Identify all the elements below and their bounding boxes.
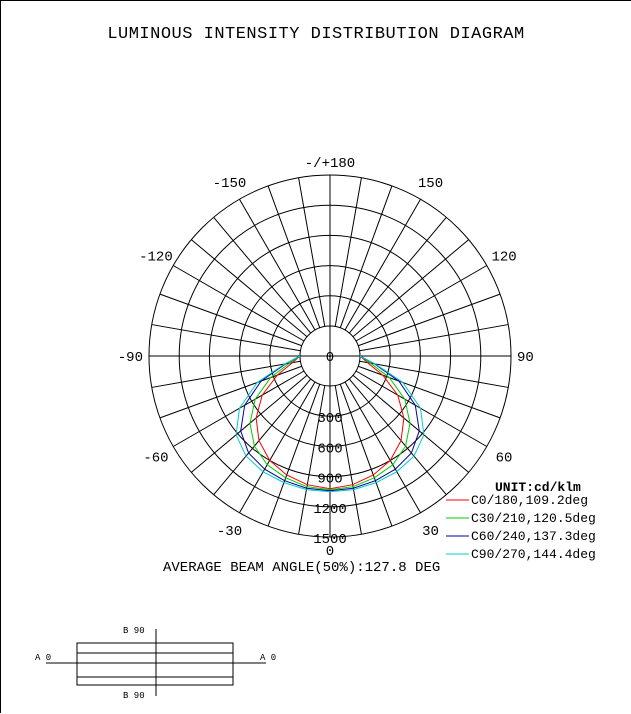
- angle-label: -/+180: [304, 156, 356, 172]
- angle-label: -90: [117, 350, 143, 366]
- chart-title: LUMINOUS INTENSITY DISTRIBUTION DIAGRAM: [107, 25, 525, 44]
- grid-spoke: [191, 375, 307, 472]
- angle-label: -120: [139, 249, 173, 266]
- grid-spoke: [340, 384, 392, 526]
- legend-entry: C60/240,137.3deg: [471, 529, 596, 544]
- grid-spoke: [191, 240, 307, 337]
- luminaire-outline: [77, 643, 233, 685]
- grid-spoke: [214, 217, 311, 333]
- grid-spoke: [358, 294, 500, 346]
- angle-label: 90: [517, 350, 534, 366]
- grid-spoke: [160, 366, 302, 418]
- polar-chart: [1, 1, 631, 714]
- grid-spoke: [335, 178, 361, 327]
- grid-spoke: [152, 325, 301, 351]
- luminaire-label-top: B 90: [123, 626, 145, 636]
- angle-label: 60: [495, 450, 513, 467]
- grid-spoke: [358, 366, 500, 418]
- grid-spoke: [360, 325, 509, 351]
- radial-tick-label: 1500: [313, 532, 347, 548]
- grid-spoke: [349, 217, 446, 333]
- grid-spoke: [299, 178, 325, 327]
- radial-tick-label: 1200: [313, 501, 347, 518]
- legend-entry: C0/180,109.2deg: [471, 493, 589, 508]
- angle-label: -60: [143, 450, 169, 467]
- angle-label: 30: [422, 524, 439, 541]
- grid-spoke: [160, 294, 302, 346]
- grid-spoke: [353, 375, 469, 472]
- radial-tick-label: 600: [317, 441, 343, 458]
- legend-entry: C90/270,144.4deg: [471, 547, 596, 562]
- radial-tick-label: 900: [317, 471, 343, 488]
- radial-tick-label: 300: [317, 411, 343, 428]
- luminaire-label-right: A 0: [260, 653, 277, 663]
- luminaire-label-left: A 0: [35, 653, 52, 663]
- legend: [446, 480, 596, 562]
- angle-label: -150: [212, 175, 247, 192]
- grid-spoke: [268, 186, 320, 328]
- beam-angle-text: AVERAGE BEAM ANGLE(50%):127.8 DEG: [163, 560, 441, 576]
- angle-label: 120: [491, 249, 517, 266]
- angle-label: -30: [216, 524, 243, 541]
- unit-label: UNIT:cd/klm: [495, 480, 581, 495]
- luminaire-label-bottom: B 90: [123, 691, 145, 701]
- legend-entry: C30/210,120.5deg: [471, 511, 596, 526]
- angle-label: 150: [417, 175, 444, 192]
- radial-tick-label: 0: [325, 350, 335, 366]
- angle-label-bottom: 0: [325, 544, 335, 560]
- grid-spoke: [340, 186, 392, 328]
- grid-spoke: [268, 384, 320, 526]
- grid-spoke: [353, 240, 469, 337]
- luminaire-diagram: [35, 626, 276, 701]
